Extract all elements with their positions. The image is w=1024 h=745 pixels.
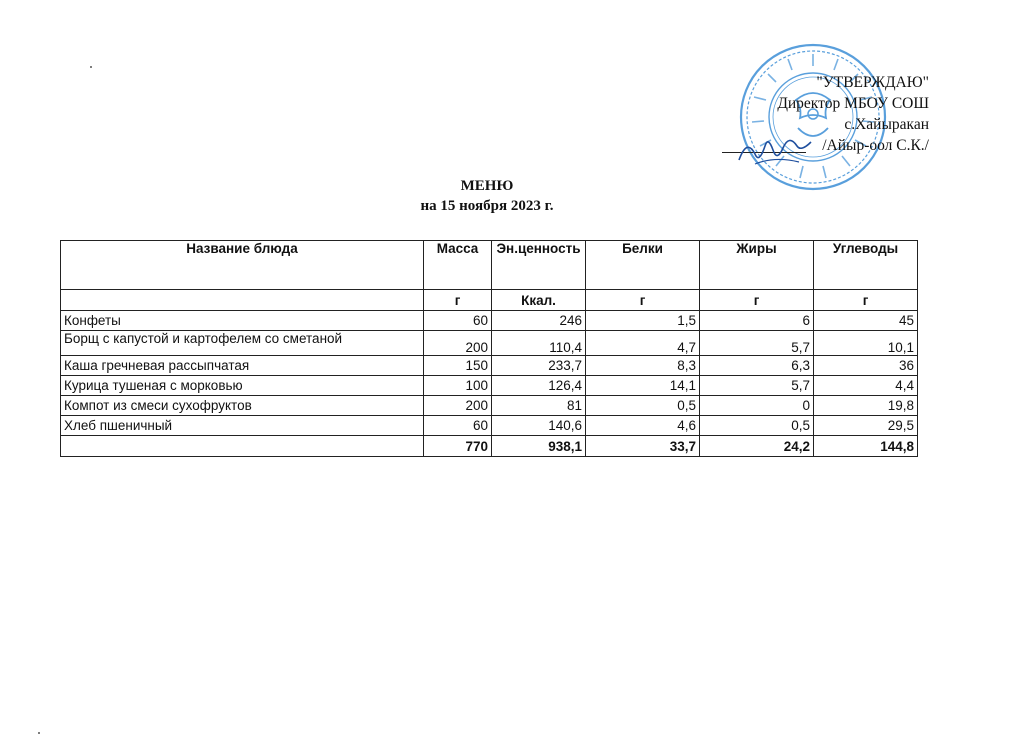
- dish-mass: 200: [424, 331, 492, 356]
- dish-energy: 126,4: [492, 376, 586, 396]
- dish-carbs: 10,1: [814, 331, 918, 356]
- dish-name: Каша гречневая рассыпчатая: [61, 356, 424, 376]
- dish-mass: 100: [424, 376, 492, 396]
- column-header-protein: Белки: [586, 241, 700, 290]
- table-row: [61, 311, 918, 331]
- total-mass: 770: [424, 436, 492, 457]
- table-units-row: [61, 290, 918, 311]
- total-fat: 24,2: [700, 436, 814, 457]
- dish-fat: 0,5: [700, 416, 814, 436]
- dish-protein: 4,6: [586, 416, 700, 436]
- table-row: [61, 396, 918, 416]
- approval-location: с.Хайыракан: [844, 116, 929, 133]
- handwritten-signature: [735, 130, 815, 170]
- document-title: МЕНЮ: [460, 178, 514, 194]
- column-header-fat: Жиры: [700, 241, 814, 290]
- scan-speck: [90, 66, 92, 68]
- dish-protein: 0,5: [586, 396, 700, 416]
- table-row: [61, 376, 918, 396]
- unit-energy: Ккал.: [492, 290, 586, 311]
- total-row: [61, 436, 918, 457]
- unit-dish: [61, 290, 424, 311]
- dish-energy: 110,4: [492, 331, 586, 356]
- table-header-row: [61, 241, 918, 290]
- column-header-energy: Эн.ценность: [492, 241, 586, 290]
- column-header-dish: Название блюда: [61, 241, 424, 290]
- dish-energy: 81: [492, 396, 586, 416]
- menu-table: [60, 240, 918, 457]
- dish-energy: 246: [492, 311, 586, 331]
- total-label-cell: [61, 436, 424, 457]
- dish-mass: 60: [424, 416, 492, 436]
- unit-carbs: г: [814, 290, 918, 311]
- dish-energy: 140,6: [492, 416, 586, 436]
- dish-carbs: 29,5: [814, 416, 918, 436]
- dish-fat: 0: [700, 396, 814, 416]
- table-row: [61, 356, 918, 376]
- unit-fat: г: [700, 290, 814, 311]
- approval-signatory: /Айыр-оол С.К./: [822, 137, 929, 154]
- unit-protein: г: [586, 290, 700, 311]
- total-carbs: 144,8: [814, 436, 918, 457]
- dish-name: Конфеты: [61, 311, 424, 331]
- dish-carbs: 36: [814, 356, 918, 376]
- scan-speck: [38, 732, 40, 734]
- dish-name: Курица тушеная с морковью: [61, 376, 424, 396]
- dish-protein: 1,5: [586, 311, 700, 331]
- dish-mass: 150: [424, 356, 492, 376]
- dish-name: Борщ с капустой и картофелем со сметаной: [61, 331, 424, 356]
- dish-fat: 6: [700, 311, 814, 331]
- table-row: [61, 416, 918, 436]
- total-protein: 33,7: [586, 436, 700, 457]
- unit-mass: г: [424, 290, 492, 311]
- dish-carbs: 4,4: [814, 376, 918, 396]
- dish-carbs: 45: [814, 311, 918, 331]
- approval-position: Директор МБОУ СОШ: [777, 95, 929, 112]
- column-header-mass: Масса: [424, 241, 492, 290]
- dish-name: Компот из смеси сухофруктов: [61, 396, 424, 416]
- dish-name: Хлеб пшеничный: [61, 416, 424, 436]
- dish-protein: 8,3: [586, 356, 700, 376]
- document-date: на 15 ноября 2023 г.: [420, 198, 554, 214]
- column-header-carbs: Углеводы: [814, 241, 918, 290]
- total-energy: 938,1: [492, 436, 586, 457]
- table-row: [61, 331, 918, 356]
- dish-mass: 200: [424, 396, 492, 416]
- approval-heading: "УТВЕРЖДАЮ": [816, 74, 929, 91]
- dish-fat: 5,7: [700, 376, 814, 396]
- dish-fat: 6,3: [700, 356, 814, 376]
- dish-carbs: 19,8: [814, 396, 918, 416]
- dish-mass: 60: [424, 311, 492, 331]
- dish-protein: 14,1: [586, 376, 700, 396]
- dish-protein: 4,7: [586, 331, 700, 356]
- dish-energy: 233,7: [492, 356, 586, 376]
- dish-fat: 5,7: [700, 331, 814, 356]
